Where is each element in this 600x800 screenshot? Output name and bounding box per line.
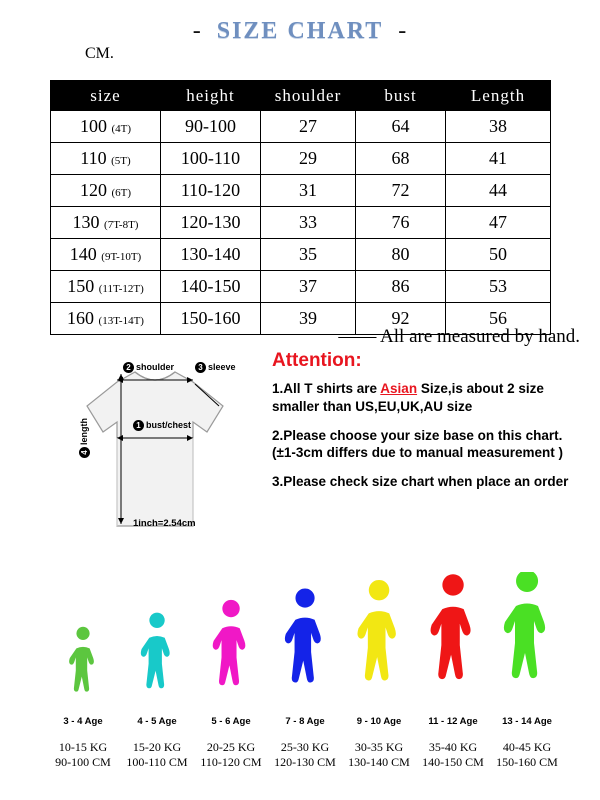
kid-column (490, 572, 564, 769)
kid-height: 150-160 CM (496, 755, 558, 769)
table-row (51, 239, 551, 271)
table-row (51, 271, 551, 303)
attention-item-2: 2.Please choose your size base on this chart.(±1-3cm differs due to manual measurement ) (272, 427, 563, 461)
marker-1-icon: 1 (133, 420, 144, 431)
table-row (51, 143, 551, 175)
tshirt-diagram (55, 358, 255, 558)
diagram-sleeve-text: sleeve (208, 362, 236, 372)
column-header-bust: bust (356, 81, 446, 111)
diagram-label-length (79, 418, 90, 458)
kid-height: 140-150 CM (422, 755, 484, 769)
cell-length: 47 (446, 207, 551, 239)
kid-height: 100-110 CM (126, 755, 188, 769)
kid-age-label: 5 - 6 Age (211, 716, 251, 727)
kid-column (46, 572, 120, 769)
cell-length: 38 (446, 111, 551, 143)
marker-3-icon: 3 (195, 362, 206, 373)
measured-by-hand-note: —— All are measured by hand. (338, 326, 580, 347)
cell-size-value: 100 (79, 116, 107, 136)
kid-silhouette-icon (342, 572, 416, 712)
table-row (51, 111, 551, 143)
cell-size-sub: (7T-8T) (104, 219, 139, 231)
cell-height: 120-130 (161, 207, 261, 239)
diagram-label-sleeve (195, 362, 236, 373)
cell-shoulder: 33 (261, 207, 356, 239)
diagram-label-inch: 1inch=2.54cm (133, 518, 196, 529)
cell-size (51, 207, 161, 239)
cell-size-sub: (11T-12T) (98, 283, 144, 295)
table-header-row (51, 81, 551, 111)
kid-height: 110-120 CM (200, 755, 262, 769)
attention-item-1 (272, 380, 582, 416)
cell-size-value: 110 (80, 148, 107, 168)
kid-measure-label (416, 740, 490, 770)
cell-height: 110-120 (161, 175, 261, 207)
kid-age-label: 9 - 10 Age (356, 716, 402, 727)
kid-weight: 20-25 KG (206, 740, 256, 754)
size-table (50, 80, 551, 335)
cell-length: 56 (446, 303, 551, 335)
attention-asian-highlight: Asian (380, 381, 418, 396)
kid-weight: 10-15 KG (58, 740, 108, 754)
kid-weight: 35-40 KG (428, 740, 478, 754)
page-title (0, 18, 600, 45)
cell-size (51, 239, 161, 271)
cell-bust: 64 (356, 111, 446, 143)
title-text: SIZE CHART (216, 18, 384, 44)
kids-size-row (0, 572, 600, 772)
cell-size-value: 130 (72, 212, 100, 232)
kid-column (194, 572, 268, 769)
cell-length: 44 (446, 175, 551, 207)
kid-measure-label (490, 740, 564, 770)
kid-column (342, 572, 416, 769)
kid-weight: 40-45 KG (502, 740, 552, 754)
attention-heading: Attention: (272, 350, 362, 371)
cell-bust: 72 (356, 175, 446, 207)
kid-measure-label (120, 740, 194, 770)
diagram-label-bust (133, 420, 191, 431)
title-dash-left: - (192, 18, 202, 44)
column-header-size: size (51, 81, 161, 111)
cell-shoulder: 27 (261, 111, 356, 143)
cell-size (51, 143, 161, 175)
kid-measure-label (46, 740, 120, 770)
cell-size-sub: (4T) (111, 123, 132, 135)
kid-height: 130-140 CM (348, 755, 410, 769)
kid-measure-label (268, 740, 342, 770)
kid-silhouette-icon (194, 572, 268, 712)
kid-weight: 15-20 KG (132, 740, 182, 754)
kid-silhouette-icon (416, 572, 490, 712)
cell-shoulder: 29 (261, 143, 356, 175)
title-dash-right: - (398, 18, 408, 44)
kid-column (120, 572, 194, 769)
cell-height: 150-160 (161, 303, 261, 335)
kid-silhouette-icon (490, 572, 564, 712)
kid-weight: 30-35 KG (354, 740, 404, 754)
cell-length: 53 (446, 271, 551, 303)
column-header-length: Length (446, 81, 551, 111)
cell-bust: 76 (356, 207, 446, 239)
cell-shoulder: 31 (261, 175, 356, 207)
cell-size-value: 140 (69, 244, 97, 264)
cell-height: 90-100 (161, 111, 261, 143)
cell-size-sub: (6T) (111, 187, 132, 199)
diagram-bust-text: bust/chest (146, 420, 192, 430)
cell-size-value: 120 (79, 180, 107, 200)
cell-bust: 86 (356, 271, 446, 303)
kid-silhouette-icon (46, 572, 120, 712)
cell-size-value: 160 (67, 308, 95, 328)
cell-height: 100-110 (161, 143, 261, 175)
cell-size-sub: (5T) (111, 155, 131, 167)
marker-2-icon: 2 (123, 362, 134, 373)
cell-height: 130-140 (161, 239, 261, 271)
kid-column (268, 572, 342, 769)
cell-shoulder: 35 (261, 239, 356, 271)
cell-size-value: 150 (67, 276, 95, 296)
diagram-length-text: length (79, 418, 89, 445)
kid-age-label: 7 - 8 Age (285, 716, 325, 727)
column-header-shoulder: shoulder (261, 81, 356, 111)
kid-age-label: 11 - 12 Age (428, 716, 478, 727)
kid-silhouette-icon (120, 572, 194, 712)
cell-size (51, 271, 161, 303)
kid-age-label: 3 - 4 Age (63, 716, 103, 727)
kid-measure-label (342, 740, 416, 770)
table-row (51, 207, 551, 239)
cell-shoulder: 39 (261, 303, 356, 335)
diagram-label-shoulder (123, 362, 174, 373)
diagram-shoulder-text: shoulder (136, 362, 175, 372)
kid-weight: 25-30 KG (280, 740, 330, 754)
kid-height: 90-100 CM (55, 755, 111, 769)
cell-size (51, 111, 161, 143)
kid-column (416, 572, 490, 769)
cell-size-sub: (9T-10T) (101, 251, 142, 263)
cell-length: 50 (446, 239, 551, 271)
cell-size (51, 175, 161, 207)
kid-measure-label (194, 740, 268, 770)
attention-item-3: 3.Please check size chart when place an order (272, 474, 569, 490)
cell-height: 140-150 (161, 271, 261, 303)
attention-item-1-post: Size,is about 2 size smaller than US,EU,UK,AU size (272, 381, 544, 414)
kid-age-label: 4 - 5 Age (137, 716, 177, 727)
column-header-height: height (161, 81, 261, 111)
table-row (51, 175, 551, 207)
unit-label: CM. (85, 45, 114, 62)
cell-shoulder: 37 (261, 271, 356, 303)
cell-bust: 80 (356, 239, 446, 271)
cell-length: 41 (446, 143, 551, 175)
attention-item-1-pre: 1.All T shirts are (272, 381, 381, 396)
cell-bust: 92 (356, 303, 446, 335)
marker-4-icon: 4 (79, 447, 90, 458)
cell-size-sub: (13T-14T) (98, 315, 144, 327)
kid-age-label: 13 - 14 Age (502, 716, 552, 727)
attention-block (272, 350, 582, 502)
kid-height: 120-130 CM (274, 755, 336, 769)
kid-silhouette-icon (268, 572, 342, 712)
cell-bust: 68 (356, 143, 446, 175)
